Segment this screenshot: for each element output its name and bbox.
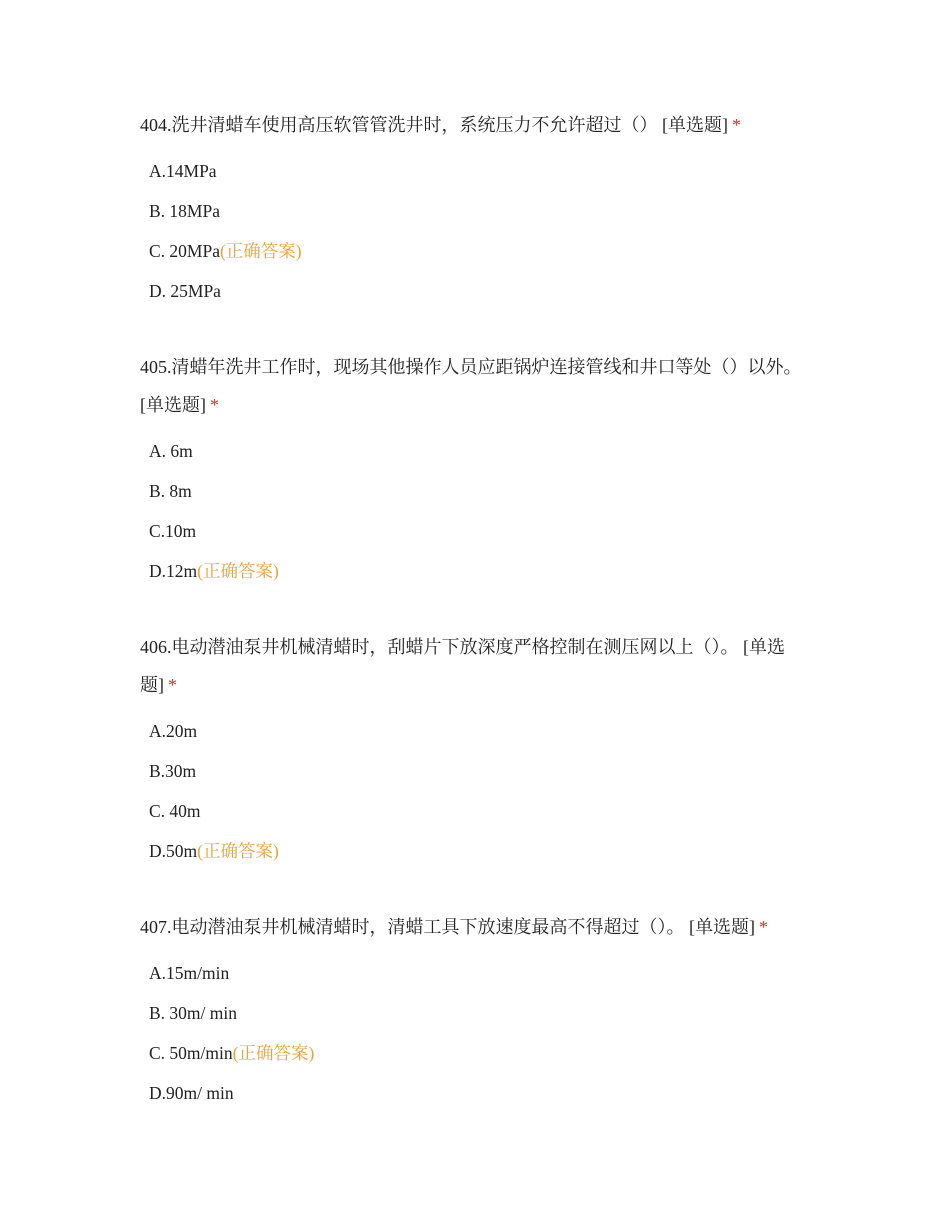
question-title — [140, 348, 808, 424]
option-a: A.14MPa — [149, 161, 217, 181]
question-type-label: [单选题] * — [662, 115, 741, 135]
option-b: B. 18MPa — [149, 201, 220, 221]
option-d: D.90m/ min — [149, 1083, 234, 1103]
question-type-label: [单选题] * — [689, 917, 768, 937]
question-text: 405.清蜡年洗井工作时，现场其他操作人员应距锅炉连接管线和井口等处（）以外。 — [140, 357, 802, 377]
question-title — [140, 628, 808, 704]
option-b: B. 30m/ min — [149, 1003, 237, 1023]
option-d: D. 25MPa — [149, 281, 221, 301]
required-asterisk: * — [732, 115, 741, 135]
required-asterisk: * — [759, 917, 768, 937]
question-text: 406.电动潜油泵井机械清蜡时，刮蜡片下放深度严格控制在测压网以上（）。 — [140, 637, 739, 657]
option-d: D.50m(正确答案) — [149, 841, 279, 861]
option-c: C. 40m — [149, 801, 201, 821]
question-406 — [140, 628, 808, 871]
option-a: A. 6m — [149, 441, 193, 461]
option-list — [149, 711, 808, 871]
question-405 — [140, 348, 808, 591]
required-asterisk: * — [210, 395, 219, 415]
option-a: A.20m — [149, 721, 198, 741]
option-c: C. 20MPa(正确答案) — [149, 241, 302, 261]
required-asterisk: * — [168, 675, 177, 695]
question-type-label: [单选题] * — [140, 395, 219, 415]
option-a: A.15m/min — [149, 963, 230, 983]
option-b: B.30m — [149, 761, 197, 781]
correct-answer-tag: (正确答案) — [219, 241, 302, 261]
correct-answer-tag: (正确答案) — [197, 561, 279, 581]
option-list — [149, 431, 808, 591]
question-type-label: [单选题] * — [140, 637, 785, 695]
option-list — [149, 953, 808, 1113]
option-c: C. 50m/min(正确答案) — [149, 1043, 315, 1063]
correct-answer-tag: (正确答案) — [232, 1043, 315, 1063]
question-404 — [140, 106, 808, 311]
correct-answer-tag: (正确答案) — [197, 841, 279, 861]
option-d: D.12m(正确答案) — [149, 561, 279, 581]
question-407 — [140, 908, 808, 1113]
question-text: 404.洗井清蜡车使用高压软管管洗井时，系统压力不允许超过（） — [140, 115, 658, 135]
question-text: 407.电动潜油泵井机械清蜡时，清蜡工具下放速度最高不得超过（）。 — [140, 917, 685, 937]
option-c: C.10m — [149, 521, 197, 541]
option-b: B. 8m — [149, 481, 192, 501]
question-title — [140, 106, 808, 144]
option-list — [149, 151, 808, 311]
question-title — [140, 908, 808, 946]
